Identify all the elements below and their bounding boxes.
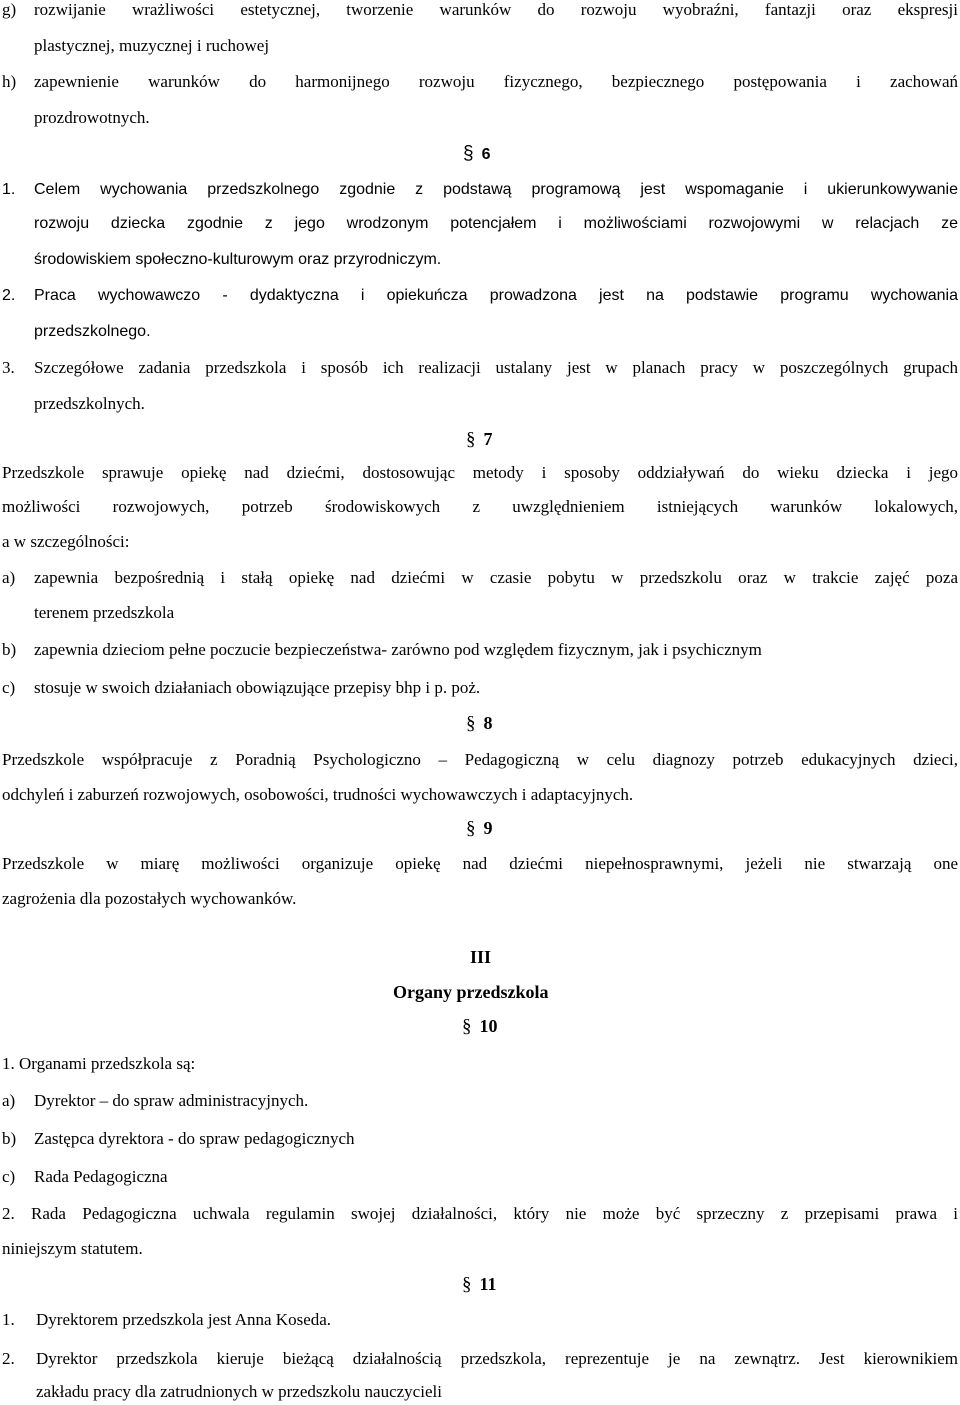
section-9-heading (466, 818, 493, 839)
section-symbol: § (462, 1016, 472, 1037)
section-8-heading (466, 713, 493, 734)
sec11-p2-line-2: zakładu pracy dla zatrudnionych w przedszkolu nauczycieli (36, 1382, 442, 1401)
sec7-intro-line-2: możliwości rozwojowych, potrzeb środowiskowych z uwzględnieniem istniejących warunków lokalowych, (2, 497, 958, 516)
section-symbol: § (466, 818, 476, 839)
sec10-b-marker: b) (2, 1129, 17, 1148)
section-symbol: § (466, 429, 476, 450)
sec6-p2-line-2: przedszkolnego. (34, 323, 151, 340)
sec6-p1-line-2: rozwoju dziecka zgodnie z jego wrodzonym potencjałem i możliwościami rozwojowymi w relacjach ze (34, 215, 958, 232)
sec9-line-2: zagrożenia dla pozostałych wychowanków. (2, 889, 297, 908)
section-number: 6 (481, 146, 491, 163)
sec7-a-line-2: terenem przedszkola (34, 603, 175, 622)
sec10-c-text: Rada Pedagogiczna (34, 1167, 168, 1186)
sec9-line-1: Przedszkole w miarę możliwości organizuje opiekę nad dziećmi niepełnosprawnymi, jeżeli nie stwarzają one (2, 854, 958, 873)
sec7-b-marker: b) (2, 640, 17, 659)
sec10-a-marker: a) (2, 1091, 16, 1110)
list-item-g-line-1: rozwijanie wrażliwości estetycznej, tworzenie warunków do rozwoju wyobraźni, fantazji oraz ekspresji (34, 0, 958, 19)
list-marker-g: g) (2, 0, 17, 19)
sec11-p1-text: Dyrektorem przedszkola jest Anna Koseda. (36, 1310, 332, 1329)
section-10-heading (462, 1016, 498, 1037)
section-7-heading (466, 429, 493, 450)
sec10-p2-line-1: 2. Rada Pedagogiczna uchwala regulamin swojej działalności, który nie może być sprzeczny z przepisami prawa i (2, 1204, 958, 1223)
list-item-h-line-1: zapewnienie warunków do harmonijnego rozwoju fizycznego, bezpiecznego postępowania i zachowań (34, 72, 958, 91)
section-number: 11 (479, 1274, 497, 1294)
list-marker-h: h) (2, 72, 17, 91)
sec6-p3-marker: 3. (2, 358, 15, 377)
sec6-p3-line-2: przedszkolnych. (34, 394, 145, 413)
sec10-p2-line-2: niniejszym statutem. (2, 1239, 143, 1258)
section-number: 7 (483, 429, 493, 449)
sec7-a-line-1: zapewnia bezpośrednią i stałą opiekę nad dziećmi w czasie pobytu w przedszkolu oraz w trakcie zajęć poza (34, 568, 958, 587)
sec11-p2-marker: 2. (2, 1349, 15, 1368)
sec7-intro-line-3: a w szczególności: (2, 532, 130, 551)
sec7-c-line: stosuje w swoich działaniach obowiązujące przepisy bhp i p. poż. (34, 678, 481, 697)
list-item-g-line-2: plastycznej, muzycznej i ruchowej (34, 36, 270, 55)
sec6-p2-line-1: Praca wychowawczo - dydaktyczna i opiekuńcza prowadzona jest na podstawie programu wychowania (34, 287, 958, 304)
sec7-c-marker: c) (2, 678, 16, 697)
sec6-p1-line-3: środowiskiem społeczno-kulturowym oraz przyrodniczym. (34, 251, 442, 268)
chapter-title: Organy przedszkola (393, 982, 549, 1002)
sec8-line-1: Przedszkole współpracuje z Poradnią Psychologiczno – Pedagogiczną w celu diagnozy potrzeb edukacyjnych dzieci, (2, 750, 958, 769)
list-item-h-line-2: prozdrowotnych. (34, 108, 150, 127)
sec11-p1-marker: 1. (2, 1310, 15, 1329)
chapter-number: III (470, 947, 492, 967)
section-symbol: § (466, 713, 476, 734)
section-11-heading (462, 1274, 497, 1295)
sec10-a-text: Dyrektor – do spraw administracyjnych. (34, 1091, 309, 1110)
section-6-heading (463, 144, 490, 165)
section-number: 10 (479, 1016, 498, 1036)
sec6-p3-line-1: Szczegółowe zadania przedszkola i sposób ich realizacji ustalany jest w planach pracy w poszczególnych grupach (34, 358, 958, 377)
section-number: 8 (483, 713, 493, 733)
sec7-b-line: zapewnia dzieciom pełne poczucie bezpieczeństwa- zarówno pod względem fizycznym, jak i psychicznym (34, 640, 762, 659)
section-symbol: § (462, 1274, 472, 1295)
sec7-intro-line-1: Przedszkole sprawuje opiekę nad dziećmi, dostosowując metody i sposoby oddziaływań do wieku dziecka i jego (2, 463, 958, 482)
sec11-p2-line-1: Dyrektor przedszkola kieruje bieżącą działalnością przedszkola, reprezentuje je na zewnątrz. Jest kierownikiem (36, 1349, 958, 1368)
section-symbol: § (463, 143, 474, 164)
sec6-p1-line-1: Celem wychowania przedszkolnego zgodnie z podstawą programową jest wspomaganie i ukierunkowywanie (34, 181, 958, 198)
sec6-p1-marker: 1. (2, 181, 16, 198)
sec6-p2-marker: 2. (2, 287, 16, 304)
sec10-b-text: Zastępca dyrektora - do spraw pedagogicznych (34, 1129, 355, 1148)
section-number: 9 (483, 818, 493, 838)
sec10-c-marker: c) (2, 1167, 16, 1186)
sec7-a-marker: a) (2, 568, 16, 587)
sec10-p1: 1. Organami przedszkola są: (2, 1054, 196, 1073)
sec8-line-2: odchyleń i zaburzeń rozwojowych, osobowości, trudności wychowawczych i adaptacyjnych. (2, 785, 634, 804)
